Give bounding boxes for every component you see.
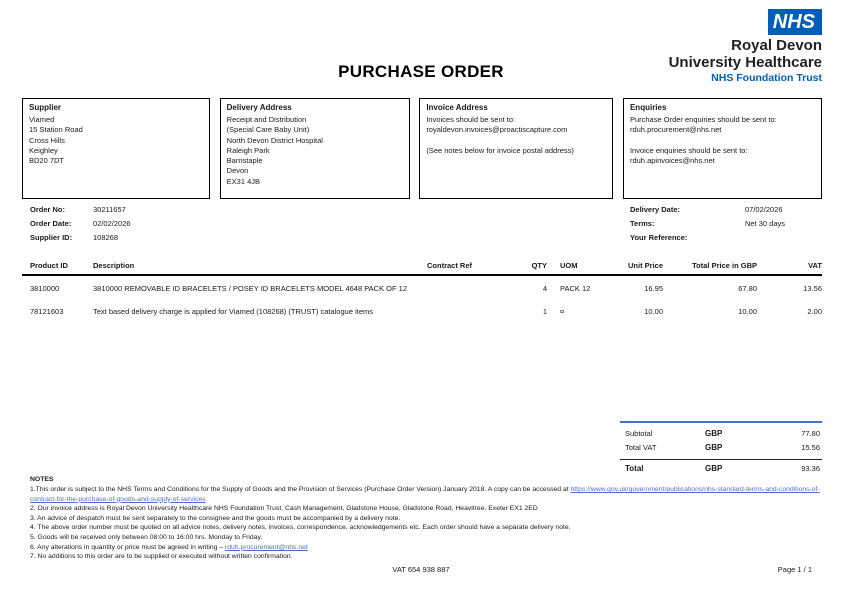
items-table — [22, 259, 822, 321]
order-date-value: 02/02/2026 — [93, 219, 131, 228]
col-contract-ref: Contract Ref — [427, 259, 503, 275]
delivery-line: Devon — [226, 166, 249, 176]
note-item-4 — [30, 523, 822, 533]
cell-description: Text based delivery charge is applied for Viamed (108268) (TRUST) catalogue items — [93, 306, 373, 316]
your-reference-value — [745, 233, 785, 247]
vat-number: VAT 654 938 887 — [392, 565, 450, 574]
supplier-line: BD20 7DT — [29, 156, 65, 166]
supplier-line: Keighley — [29, 145, 58, 155]
address-boxes — [22, 98, 822, 199]
cell-unit-price: 16.95 — [644, 284, 663, 293]
cell-vat: 13.56 — [803, 284, 822, 293]
note-text: 4. The above order number must be quoted on all advice notes, delivery notes, invoices, correspondence, acknowledgements etc. Each order should have a separate delivery note. — [30, 524, 571, 532]
your-reference-label: Your Reference: — [630, 233, 688, 242]
subtotal-currency: GBP — [705, 429, 723, 438]
delivery-date-value: 07/02/2026 — [745, 205, 783, 214]
note-text: 5. Goods will be received only between 08:00 to 16:00 hrs. Monday to Friday. — [30, 533, 263, 541]
order-meta-left — [30, 205, 131, 247]
totals-section — [620, 421, 822, 478]
cell-product-id: 78121603 — [30, 306, 64, 316]
delivery-address-box — [220, 98, 410, 199]
supplier-box — [22, 98, 210, 199]
terms-value: Net 30 days — [745, 219, 786, 228]
org-name-line3: NHS Foundation Trust — [711, 72, 822, 84]
note-text: 6. Any alterations in quantity or price must be agreed in writing – — [30, 543, 225, 551]
supplier-id-value: 108268 — [93, 233, 119, 242]
nhs-logo-mark: NHS — [768, 9, 822, 35]
page-indicator: Page 1 / 1 — [777, 565, 812, 574]
note-text: 1.This order is subject to the NHS Terms and Conditions for the Supply of Goods and the Provision of Services (Purchase Order Version) January 2018. A copy can be accessed at — [30, 486, 571, 493]
cell-qty: 1 — [542, 306, 547, 316]
procurement-email-link[interactable]: rduh.procurement@nhs.net — [224, 543, 308, 551]
delivery-line: Receipt and Distribution — [226, 115, 307, 124]
enquiries-box — [623, 98, 822, 199]
cell-vat: 2.00 — [807, 306, 822, 316]
cell-product-id: 3810000 — [30, 284, 60, 293]
terms-label: Terms: — [630, 219, 655, 228]
delivery-line: (Special Care Baby Unit) — [226, 125, 310, 135]
supplier-line: 15 Station Road — [29, 125, 83, 135]
delivery-heading: Delivery Address — [226, 103, 292, 112]
cell-description: 3810000 REMOVABLE ID BRACELETS / POSEY ID BRACELETS MODEL 4648 PACK OF 12 — [93, 284, 408, 293]
subtotal-amount: 77.80 — [801, 429, 820, 438]
table-row — [22, 275, 822, 299]
order-no-label: Order No: — [30, 205, 66, 214]
notes-section — [30, 476, 822, 562]
delivery-date-label: Delivery Date: — [630, 205, 681, 214]
invoice-line: (See notes below for invoice postal address) — [426, 145, 574, 155]
supplier-line: Cross Hills — [29, 135, 65, 145]
note-item-3 — [30, 514, 822, 524]
enquiries-line: Invoice enquiries should be sent to: — [629, 145, 748, 155]
total-vat-amount: 15.56 — [801, 443, 820, 452]
note-text: 3. An advice of despatch must be sent separately to the consignee and the goods must be accompanied by a delivery note. — [30, 514, 401, 522]
delivery-line: North Devon District Hospital — [226, 135, 323, 145]
supplier-id-label: Supplier ID: — [30, 233, 73, 242]
grand-total-label: Total — [625, 464, 644, 473]
note-item-2 — [30, 504, 822, 514]
enquiries-line: Purchase Order enquiries should be sent to: — [629, 115, 777, 124]
enquiries-line: rduh.apinvoices@nhs.net — [629, 156, 715, 166]
cell-contract-ref — [427, 299, 503, 322]
note-item-6 — [30, 543, 822, 553]
cell-unit-price: 10.00 — [644, 306, 663, 316]
invoice-line: royaldevon.invoices@proactiscapture.com — [426, 125, 568, 135]
delivery-line: Barnstaple — [226, 156, 263, 166]
invoice-heading: Invoice Address — [426, 103, 488, 112]
total-vat-row — [620, 443, 822, 457]
order-no-value: 30211657 — [93, 205, 126, 214]
col-qty: QTY — [503, 259, 547, 275]
subtotal-row — [620, 429, 822, 443]
enquiries-line — [630, 136, 815, 146]
col-vat: VAT — [757, 259, 822, 275]
invoice-line — [426, 136, 606, 146]
col-product-id: Product ID — [22, 259, 93, 275]
note-item-7 — [30, 552, 822, 562]
invoice-address-box — [419, 98, 613, 199]
col-uom: UOM — [547, 259, 605, 275]
note-item-1 — [30, 485, 822, 504]
delivery-line: EX31 4JB — [226, 176, 261, 186]
grand-total-amount: 93.36 — [801, 464, 820, 473]
subtotal-label: Subtotal — [625, 429, 653, 438]
org-name-line2: University Healthcare — [668, 53, 822, 71]
order-meta-right — [630, 205, 785, 247]
cell-total-price: 10.00 — [738, 306, 757, 316]
note-text: 7. No additions to this order are to be supplied or executed without written confirmation. — [30, 553, 293, 561]
supplier-heading: Supplier — [29, 103, 62, 112]
supplier-line: Viamed — [29, 115, 55, 124]
grand-total-currency: GBP — [705, 464, 723, 473]
cell-uom: PACK 12 — [560, 284, 591, 293]
page-title: PURCHASE ORDER — [338, 62, 504, 81]
cell-total-price: 67.80 — [738, 284, 757, 293]
note-item-5 — [30, 533, 822, 543]
col-unit-price: Unit Price — [605, 259, 663, 275]
enquiries-line: rduh.procurement@nhs.net — [629, 125, 722, 135]
notes-heading: NOTES — [30, 476, 54, 483]
col-description: Description — [93, 259, 427, 275]
totals-divider — [620, 459, 822, 460]
total-vat-label: Total VAT — [625, 443, 657, 452]
items-table-header-row — [22, 259, 822, 275]
terms-link[interactable]: https://www.gov.uk/government/publications/nhs-standard-terms-and-conditions-of-contract-for-the-purchase-of-goods-and-supply-of-services — [30, 486, 820, 503]
cell-uom: ¤ — [560, 306, 565, 316]
invoice-line: Invoices should be sent to: — [426, 115, 516, 124]
table-row — [22, 299, 822, 322]
cell-contract-ref — [427, 275, 503, 299]
org-name-line1: Royal Devon — [731, 37, 822, 54]
delivery-line: Raleigh Park — [226, 145, 270, 155]
note-text: 2. Our invoice address is Royal Devon University Healthcare NHS Foundation Trust, Cash Management, Gladstone House, Gladstone Road, Heavitree, Exeter EX1 2ED — [30, 505, 538, 513]
col-total-price: Total Price in GBP — [663, 259, 757, 275]
order-date-label: Order Date: — [30, 219, 72, 228]
enquiries-heading: Enquiries — [629, 103, 667, 112]
cell-qty: 4 — [542, 284, 547, 293]
total-vat-currency: GBP — [705, 443, 723, 452]
